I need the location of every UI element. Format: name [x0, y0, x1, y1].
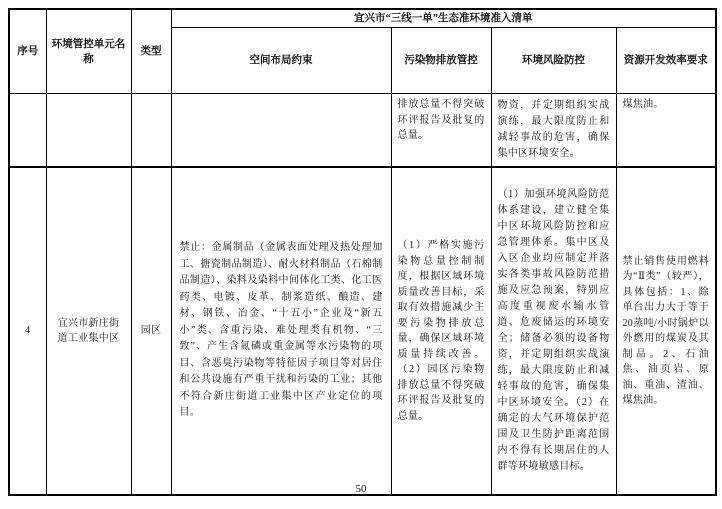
eco-access-table [8, 8, 717, 496]
header-resource: 资源开发效率要求 [616, 28, 716, 94]
cell-unit-name [46, 94, 131, 168]
cell-type: 园区 [131, 167, 171, 495]
cell-risk: （1）加强环境风险防范体系建设，建立健全集中区环境风险防控和应急管理体系。集中区及入区企业均应制定并落实各类事故风险防范措施及应急预案，特别应高度重视废水输水管道、危废储运的环境安全；储备必须的设备物资，并定期组织实战演练，最大限度防止和减轻事故的危害，确保集中区环境安全。（2）在确定的大气环境保护范围及卫生防护距离范围内不得有长期居住的人群等环境敏感目标。 [491, 167, 616, 495]
header-spatial: 空间布局约束 [171, 28, 391, 94]
cell-risk: 物资，并定期组织实战演练，最大限度防止和减轻事故的危害，确保集中区环境安全。 [491, 94, 616, 168]
cell-unit-name: 宜兴市新庄街道工业集中区 [46, 167, 131, 495]
cell-index: 4 [9, 167, 46, 495]
cell-pollutant: 排放总量不得突破环评报告及批复的总量。 [391, 94, 491, 168]
table-title-row [9, 9, 716, 28]
cell-resource: 禁止销售使用燃料为“Ⅱ类”（较严），具体包括：1、除单台出力大于等于20蒸吨/小时锅炉以外燃用的煤炭及其制品。2、石油焦、油页岩、原油、重油、渣油、煤焦油。 [616, 167, 716, 495]
cell-pollutant: （1）严格实施污染物总量控制制度，根据区域环境质量改善目标，采取有效措施减少主要污染物排放总量，确保区域环境质量持续改善。（2）园区污染物排放总量不得突破环评报告及批复的总量。 [391, 167, 491, 495]
cell-type [131, 94, 171, 168]
cell-spatial [171, 94, 391, 168]
header-unit-name: 环境管控单元名称 [46, 9, 131, 94]
table-row-carryover [9, 94, 716, 168]
table-title: 宜兴市“三线一单”生态准环境准入清单 [171, 9, 716, 28]
cell-spatial: 禁止：金属制品（金属表面处理及热处理加工、搪瓷制品制造）、耐火材料制品（石棉制品制造）、染料及染料中间体化工类、化工医药类、电镀、皮革、制浆造纸、酿造、建材、钢铁、冶金、“十五小”企业及“新五小”类、含重污染、难处理类有机物、“三致”、产生含氮磷或重金属等水污染物的项目、含恶臭污染物等特征因子项目等对居住和公共设施有严重干扰和污染的工业；其他不符合新庄街道工业集中区产业定位的项目。 [171, 167, 391, 495]
page-number: 50 [355, 483, 367, 495]
header-risk: 环境风险防控 [491, 28, 616, 94]
header-index: 序号 [9, 9, 46, 94]
header-pollutant: 污染物排放管控 [391, 28, 491, 94]
table-row-4 [9, 167, 716, 495]
cell-index [9, 94, 46, 168]
cell-resource: 煤焦油。 [616, 94, 716, 168]
header-type: 类型 [131, 9, 171, 94]
